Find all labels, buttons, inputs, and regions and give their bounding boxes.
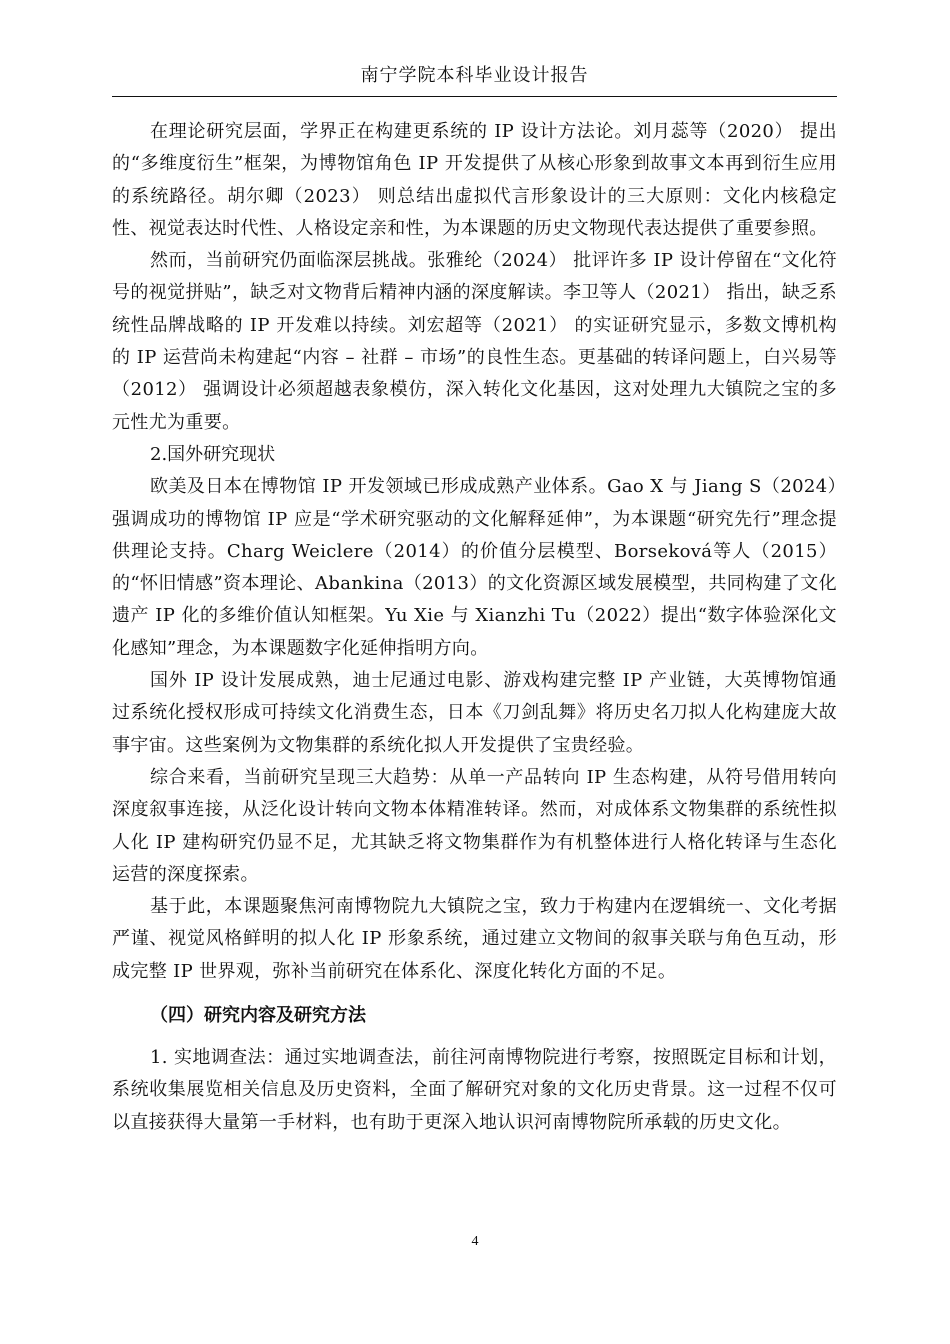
page-number: 4 (471, 1234, 479, 1249)
paragraph-field-survey: 1. 实地调查法：通过实地调查法，前往河南博物院进行考察，按照既定目标和计划，系统收集展览相关信息及历史资料，全面了解研究对象的文化历史背景。这一过程不仅可以直接获得大量第一手材料，也有助于更深入地认识河南博物院所承载的历史文化。 (112, 1047, 837, 1133)
paragraph-foreign-industry: 欧美及日本在博物馆 IP 开发领域已形成成熟产业体系。Gao X 与 Jiang S（2024）强调成功的博物馆 IP 应是“学术研究驱动的文化解释延伸”，为本课题“研究先行”理念提供理论支持。Charg Weiclere（2014）的价值分层模型、Borseková等人（2015）的“怀旧情感”资本理论、Abankina（2013）的文化资源区域发展模型，共同构建了文化遗产 IP 化的多维价值认知框架。Yu Xie 与 Xianzhi Tu（2022）提出“数字体验深化文化感知”理念，为本课题数字化延伸指明方向。 (112, 476, 837, 659)
paragraph-foreign-cases: 国外 IP 设计发展成熟，迪士尼通过电影、游戏构建完整 IP 产业链，大英博物馆通过系统化授权形成可持续文化消费生态，日本《刀剑乱舞》将历史名刀拟人化构建庞大故事宇宙。这些案例为文物集群的系统化拟人开发提供了宝贵经验。 (112, 670, 837, 756)
paragraph-trends: 综合来看，当前研究呈现三大趋势：从单一产品转向 IP 生态构建，从符号借用转向深度叙事连接，从泛化设计转向文物本体精准转译。然而，对成体系文物集群的系统性拟人化 IP 建构研究仍显不足，尤其缺乏将文物集群作为有机整体进行人格化转译与生态化运营的深度探索。 (112, 766, 837, 885)
header-divider (112, 96, 837, 97)
subheading-foreign-research: 2.国外研究现状 (150, 443, 276, 465)
section-heading-methods: （四）研究内容及研究方法 (150, 1005, 366, 1027)
page-header: 南宁学院本科毕业设计报告 (360, 65, 589, 86)
document-body (112, 116, 837, 1139)
paragraph-challenges: 然而，当前研究仍面临深层挑战。张雅纶（2024） 批评许多 IP 设计停留在“文化符号的视觉拼贴”，缺乏对文物背后精神内涵的深度解读。李卫等人（2021） 指出，缺乏系统性品牌战略的 IP 开发难以持续。刘宏超等（2021） 的实证研究显示，多数文博机构的 IP 运营尚未构建起“内容 – 社群 – 市场”的良性生态。更基础的转译问题上，白兴易等（2012） 强调设计必须超越表象模仿，深入转化文化基因，这对处理九大镇院之宝的多元性尤为重要。 (112, 250, 837, 433)
paragraph-theory-research: 在理论研究层面，学界正在构建更系统的 IP 设计方法论。刘月蕊等（2020） 提出的“多维度衍生”框架，为博物馆角色 IP 开发提供了从核心形象到故事文本再到衍生应用的系统路径。胡尔卿（2023） 则总结出虚拟代言形象设计的三大原则：文化内核稳定性、视觉表达时代性、人格设定亲和性，为本课题的历史文物现代表达提供了重要参照。 (112, 121, 837, 239)
paragraph-project-focus: 基于此，本课题聚焦河南博物院九大镇院之宝，致力于构建内在逻辑统一、文化考据严谨、视觉风格鲜明的拟人化 IP 形象系统，通过建立文物间的叙事关联与角色互动，形成完整 IP 世界观，弥补当前研究在体系化、深度化转化方面的不足。 (112, 896, 837, 982)
